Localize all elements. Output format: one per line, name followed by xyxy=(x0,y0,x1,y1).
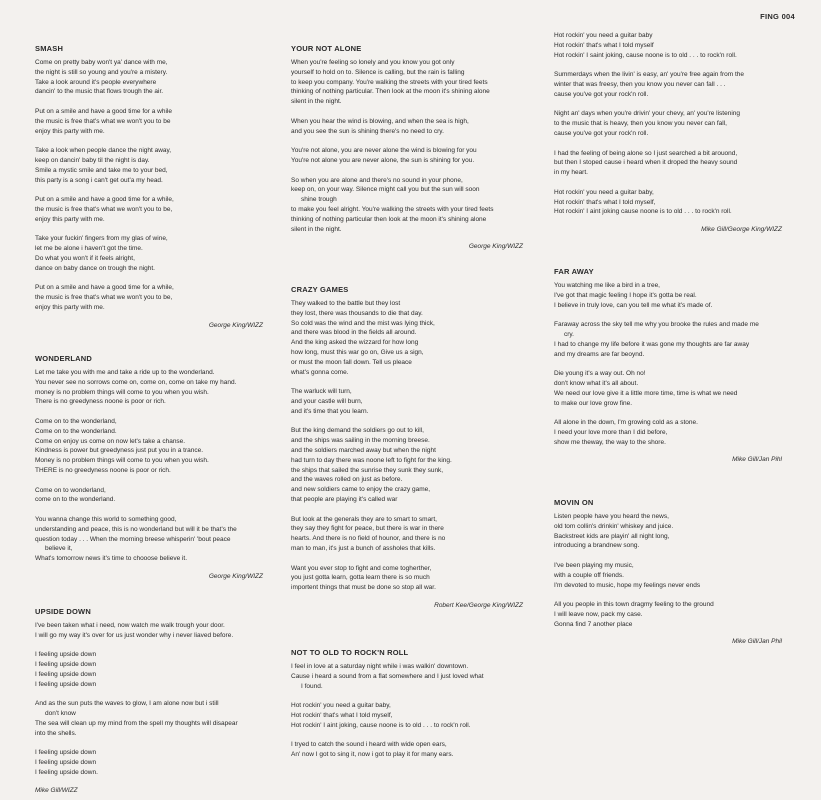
lyric-line: You're not alone, you are never alone the wind is blowing for you xyxy=(291,147,477,155)
lyric-line: they lost, there was thousands to die that day. xyxy=(291,309,423,317)
lyric-line: You're not alone you are never alone, the sun is shining for you. xyxy=(291,156,475,164)
song-title: SMASH xyxy=(35,44,64,53)
song-credit: Mike Gill/Jan Phil xyxy=(732,638,782,646)
lyric-line: Take a look around it's people everywhere xyxy=(35,78,157,86)
lyric-line: enjoy this party with me. xyxy=(35,303,105,311)
lyric-line: come on to the wonderland. xyxy=(35,496,116,504)
lyric-line: money is no problem things will come to you when you wish. xyxy=(35,388,209,396)
lyric-line: Put on a smile and have a good time for a while xyxy=(35,107,172,115)
lyric-line: I've got that magic feeling I hope it's gotta be real. xyxy=(554,291,697,299)
lyric-line: THERE is no greedyness noone is poor or rich. xyxy=(35,466,171,474)
lyric-line: to the music that is heavy, then you know you never can fall, xyxy=(554,120,727,128)
song-upside-down xyxy=(35,607,263,795)
lyric-line: had turn to day there was noone left to fight for the king. xyxy=(291,456,452,464)
lyric-line: into the shells. xyxy=(35,729,77,737)
lyric-line: winter that was freesy, then you know you never can fall . . . xyxy=(554,80,726,88)
lyric-line: shine trough xyxy=(301,196,337,204)
lyric-line: Hot rockin' I aint joking, cause noone is to old . . . to rock'n roll. xyxy=(291,721,471,729)
lyric-line: man to man, it's just a bunch of assholes that kills. xyxy=(291,544,436,552)
lyric-line: I will leave now, pack my case. xyxy=(554,610,643,618)
lyric-line: Let me take you with me and take a ride up to the wonderland. xyxy=(35,369,215,376)
song-your-not-alone xyxy=(291,44,523,252)
song-title: UPSIDE DOWN xyxy=(35,607,91,616)
lyric-line: Put on a smile and have a good time for a while, xyxy=(35,196,174,204)
lyric-line: But look at the generals they are to smart to smart, xyxy=(291,515,437,523)
lyric-line: I feeling upside down xyxy=(35,670,97,678)
stanza xyxy=(35,748,263,777)
stanza xyxy=(554,320,782,359)
lyric-line: and the soldiers marched away but when the night xyxy=(291,446,436,454)
lyric-line: let me be alone i haven't got the time. xyxy=(35,245,143,253)
stanza xyxy=(35,368,263,407)
stanza xyxy=(554,31,782,60)
stanza xyxy=(554,418,782,447)
song-credit: Mike Gill/George King/WIZZ xyxy=(701,225,782,233)
lyric-line: cry. xyxy=(564,330,574,338)
lyric-line: Night an' days when you're drivin' your chevy, an' you're listening xyxy=(554,110,741,118)
lyric-line: The warluck will turn, xyxy=(291,388,352,396)
lyric-line: So cold was the wind and the mist was lying thick, xyxy=(291,319,435,327)
song-title: CRAZY GAMES xyxy=(291,285,349,294)
song-credit: Mike Gill/Jan Pihl xyxy=(732,456,782,464)
lyric-line: the music is free that's what we won't you to be xyxy=(35,117,171,125)
lyric-line: I found. xyxy=(301,682,323,690)
lyric-line: Hot rockin' I saint joking, cause noone is to old . . . to rock'n roll. xyxy=(554,51,737,59)
song-credit: Robert Kee/George King/WIZZ xyxy=(434,601,523,609)
lyric-line: What's tomorrow news it's time to chooose believe it. xyxy=(35,555,188,563)
song-credit: George King/WIZZ xyxy=(208,572,263,580)
lyric-line: don't know xyxy=(45,710,76,718)
lyric-line: don't know what it's all about. xyxy=(554,379,639,387)
lyric-line: All you people in this town dragmy feeling to the ground xyxy=(554,601,714,609)
stanza xyxy=(291,176,523,235)
lyric-line: Hot rockin' that's what I told myself xyxy=(554,41,654,49)
lyric-line: Take your fuckin' fingers from my glas of wine, xyxy=(35,235,168,243)
lyric-line: Kindness is power but greedyness just put you in a trance. xyxy=(35,447,204,455)
lyric-line: I've been taken what i need, now watch me walk trough your door. xyxy=(35,622,225,629)
lyric-line: Backstreet kids are playin' all night long, xyxy=(554,532,670,540)
lyric-line: dance on baby dance on trough the night. xyxy=(35,264,155,272)
song-title: NOT TO OLD TO ROCK'N ROLL xyxy=(291,648,409,657)
lyric-line: I tryed to catch the sound i heard with wide open ears, xyxy=(291,741,447,749)
song-crazy-games xyxy=(291,285,523,611)
stanza xyxy=(35,58,263,97)
lyric-line: yourself to hold on to. Silence is calling, but the rain is falling xyxy=(291,68,465,76)
song-title: WONDERLAND xyxy=(35,354,92,363)
lyric-line: Gonna find 7 another place xyxy=(554,620,633,628)
lyric-line: how long, must this war go on, Give us a sign, xyxy=(291,348,424,356)
lyric-line: I feeling upside down xyxy=(35,651,97,659)
lyric-line: or must the moon fall down. Tell us pleace xyxy=(291,358,412,366)
stanza xyxy=(291,564,523,593)
lyric-line: Come on enjoy us come on now let's take a chanse. xyxy=(35,437,186,445)
lyric-line: to keep you company. You're walking the streets with your tired feets xyxy=(291,78,488,86)
lyric-line: enjoy this party with me. xyxy=(35,127,105,135)
lyric-line: Hot rockin' that's what I told myself, xyxy=(291,711,393,719)
song-movin-on xyxy=(554,498,782,647)
lyric-line: Summerdays when the livin' is easy, an' you're free again from the xyxy=(554,71,745,79)
lyric-line: Come on to the wonderland. xyxy=(35,427,117,435)
lyric-line: Do what you won't if it feels alright, xyxy=(35,254,135,262)
stanza xyxy=(554,149,782,178)
lyric-line: I'm devoted to music, hope my feelings never ends xyxy=(554,581,701,589)
stanza xyxy=(554,369,782,408)
lyric-line: Cause i heard a sound from a flat somewhere and I just loved what xyxy=(291,672,484,680)
lyric-line: Smile a mystic smile and take me to your bed, xyxy=(35,166,168,174)
stanza xyxy=(291,740,523,760)
lyric-line: I will go my way it's over for us just wonder why i never liaved before. xyxy=(35,631,234,639)
lyric-line: hearts. And there is no field of hounor, and there is no xyxy=(291,535,446,543)
lyric-line: you just gotta learn, gotta learn there is so much xyxy=(291,574,430,582)
lyric-line: Money is no problem things will come to you when you wish. xyxy=(35,457,209,465)
lyric-line: enjoy this party with me. xyxy=(35,215,105,223)
lyric-line: silent in the night. xyxy=(291,225,342,233)
lyric-line: and my dreams are far beoynd. xyxy=(554,350,645,358)
stanza xyxy=(291,299,523,377)
stanza xyxy=(35,234,263,273)
song-rockn-roll-continued xyxy=(554,31,782,235)
catalog-number: FING 004 xyxy=(760,12,795,21)
stanza xyxy=(35,699,263,738)
lyric-line: Want you ever stop to fight and come togherther, xyxy=(291,564,432,572)
stanza xyxy=(35,195,263,224)
lyric-line: the night is still so young and you're a mistery. xyxy=(35,68,168,76)
lyric-line: I've been playing my music, xyxy=(554,561,634,569)
stanza xyxy=(35,650,263,689)
lyric-line: Hot rockin' you need a guitar baby, xyxy=(291,702,391,710)
stanza xyxy=(291,146,523,166)
lyric-line: the ships that sailed the sunrise they sunk they sunk, xyxy=(291,466,444,474)
lyric-line: introducing a brandnew song. xyxy=(554,542,640,550)
lyric-line: the music is free that's what we won't you to be, xyxy=(35,205,173,213)
lyric-line: keep on dancin' baby til the night is day. xyxy=(35,156,150,164)
lyric-line: Come on to wonderland, xyxy=(35,486,106,494)
lyric-line: that people are playing it's called war xyxy=(291,495,398,503)
song-credit: George King/WIZZ xyxy=(208,321,263,329)
song-far-away xyxy=(554,267,782,465)
lyric-line: I feeling upside down. xyxy=(35,768,98,776)
stanza xyxy=(35,621,263,641)
stanza xyxy=(554,188,782,217)
lyric-line: So when you are alone and there's no sound in your phone, xyxy=(291,176,463,184)
lyric-line: but then I stoped cause i heard when it droped the heavy sound xyxy=(554,159,738,167)
lyric-line: But the king demand the soldiers go out to kill, xyxy=(291,427,424,435)
stanza xyxy=(291,58,523,107)
lyric-line: We need our love give it a little more time, time is what we need xyxy=(554,389,738,397)
lyric-line: and the waves rolled on just as before. xyxy=(291,476,403,484)
lyric-line: show me theway, the way to the shore. xyxy=(554,438,666,446)
stanza xyxy=(554,281,782,310)
stanza xyxy=(291,515,523,554)
lyric-line: Listen people have you heard the news, xyxy=(554,513,669,520)
lyric-line: Hot rockin' you need a guitar baby xyxy=(554,32,653,39)
song-smash xyxy=(35,44,263,330)
lyric-line: I had to change my life before it was gone my thoughts are far away xyxy=(554,340,750,348)
lyric-line: silent in the night. xyxy=(291,98,342,106)
lyric-line: I need your love more than I did before, xyxy=(554,428,668,436)
lyric-line: Put on a smile and have a good time for a while, xyxy=(35,284,174,292)
lyric-line: I feel in love at a saturday night while i was walkin' downtown. xyxy=(291,663,469,670)
lyric-line: All alone in the down, I'm growing cold as a stone. xyxy=(554,419,698,427)
lyric-line: the music is free that's what we won't you to be, xyxy=(35,294,173,302)
stanza xyxy=(35,486,263,506)
stanza xyxy=(35,515,263,564)
lyric-line: in my heart. xyxy=(554,169,588,177)
lyric-line: When you're feeling so lonely and you know you got only xyxy=(291,59,455,66)
stanza xyxy=(554,512,782,551)
lyric-line: An' now I got to sing it, now i got to play it for many ears. xyxy=(291,751,454,759)
lyric-line: I believe in truly love, can you tell me what it's made of. xyxy=(554,301,713,309)
song-title: MOVIN ON xyxy=(554,498,594,507)
lyric-line: When you hear the wind is blowing, and when the sea is high, xyxy=(291,117,469,125)
lyric-line: Hot rockin' I aint joking cause noone is to old . . . to rock'n roll. xyxy=(554,208,732,216)
stanza xyxy=(554,561,782,590)
lyric-line: and you see the sun is shining there's no need to cry. xyxy=(291,127,444,135)
lyric-line: and it's time that you learn. xyxy=(291,407,369,415)
lyric-line: You never see no sorrows come on, come on, come on take my hand. xyxy=(35,378,237,386)
song-credit: George King/WIZZ xyxy=(468,243,523,251)
lyric-line: cause you've got your rock'n roll. xyxy=(554,90,649,98)
lyric-line: Take a look when people dance the night away, xyxy=(35,147,172,155)
lyric-line: I had the feeling of being alone so I just searched a bit arouond, xyxy=(554,149,738,157)
lyric-line: cause you've got your rock'n roll. xyxy=(554,129,649,137)
stanza xyxy=(291,701,523,730)
stanza xyxy=(291,426,523,504)
lyric-line: old tom collin's drinkin' whiskey and juice. xyxy=(554,522,674,530)
lyric-line: Hot rockin' that's what I told myself, xyxy=(554,198,656,206)
song-title: FAR AWAY xyxy=(554,267,594,276)
lyric-line: And as the sun puts the waves to glow, I am alone now but i still xyxy=(35,700,219,708)
lyric-line: and there was blood in the fields all around. xyxy=(291,329,417,337)
lyric-line: understanding and peace, this is no wonderland but will it be that's the xyxy=(35,525,237,533)
lyric-line: to make our love grow fine. xyxy=(554,399,633,407)
lyric-line: I feeling upside down xyxy=(35,680,97,688)
lyric-line: Come on pretty baby won't ya' dance with me, xyxy=(35,59,168,66)
lyric-line: I feeling upside down xyxy=(35,661,97,669)
lyric-line: Hot rockin' you need a guitar baby, xyxy=(554,188,654,196)
lyric-line: what's gonna come. xyxy=(291,368,349,376)
stanza xyxy=(35,283,263,312)
lyric-line: and the ships was sailing in the morning breese. xyxy=(291,437,430,445)
lyric-line: thinking of nothing particular. Then look at the moon it's shining alone xyxy=(291,88,490,96)
lyric-line: Faraway across the sky tell me why you brooke the rules and made me xyxy=(554,321,759,329)
lyric-line: There is no greedyness noone is poor or rich. xyxy=(35,398,166,406)
stanza xyxy=(291,662,523,691)
stanza xyxy=(291,387,523,416)
song-wonderland xyxy=(35,354,263,582)
lyric-line: dancin' to the music that flows trough the air. xyxy=(35,88,164,96)
lyric-line: and new soldiers came to enjoy the crazy game, xyxy=(291,486,431,494)
lyric-line: thinking of nothing particular then look at the moon it's shining alone xyxy=(291,215,487,223)
lyric-line: they say they fight for peace, but there is war in there xyxy=(291,525,444,533)
lyric-line: Come on to the wonderland, xyxy=(35,417,117,425)
stanza xyxy=(35,107,263,136)
lyric-line: and your castle will burn, xyxy=(291,397,363,405)
lyric-line: this party is a song i can't get out'a my head. xyxy=(35,176,163,184)
stanza xyxy=(554,600,782,629)
lyric-line: believe it, xyxy=(45,545,73,553)
lyric-line: The sea will clean up my mind from the spell my thoughts will disapear xyxy=(35,719,238,727)
lyric-line: importent things that must be done so stop all war. xyxy=(291,584,436,592)
stanza xyxy=(291,117,523,137)
lyric-line: They walked to the battle but they lost xyxy=(291,300,401,307)
stanza xyxy=(35,146,263,185)
lyric-line: You wanna change this world to something good, xyxy=(35,515,177,523)
stanza xyxy=(554,109,782,138)
song-credit: Mike Gill/WIZZ xyxy=(35,786,78,794)
stanza xyxy=(554,70,782,99)
lyric-line: with a couple off friends. xyxy=(554,571,624,579)
lyric-line: I feeling upside down xyxy=(35,749,97,757)
song-title: YOUR NOT ALONE xyxy=(291,44,362,53)
stanza xyxy=(35,417,263,476)
lyric-line: You watching me like a bird in a tree, xyxy=(554,282,660,289)
lyric-line: Die young it's a way out. Oh no! xyxy=(554,370,646,378)
song-not-to-old-to-rockn-roll xyxy=(291,648,523,770)
lyric-line: And the king asked the wizzard for how long xyxy=(291,339,419,347)
lyric-line: question today . . . When the morning breese whisperin' 'bout peace xyxy=(35,535,231,543)
lyric-line: keep on, on your way. Silence might call you but the sun will soon xyxy=(291,186,480,194)
lyric-line: I feeling upside down xyxy=(35,759,97,767)
lyric-line: to make you feel alright. You're walking the streets with your tired feets xyxy=(291,205,494,213)
